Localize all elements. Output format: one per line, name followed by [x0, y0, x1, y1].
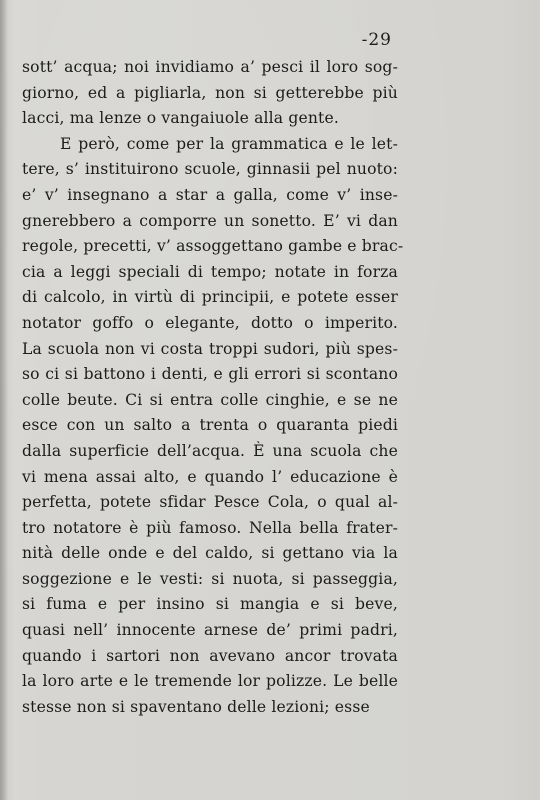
- page-number: -29: [361, 30, 392, 50]
- text-line: E però, come per la grammatica e le let-: [60, 134, 398, 153]
- text-line: notator goffo o elegante, dotto o imperito.: [22, 313, 398, 332]
- text-line: soggezione e le vesti: si nuota, si passeggia,: [22, 569, 398, 588]
- text-line: dalla superficie dell’acqua. È una scuola che: [22, 441, 398, 460]
- text-line: la loro arte e le tremende lor polizze. Le belle: [22, 672, 398, 691]
- text-line: so ci si battono i denti, e gli errori si scontano: [22, 365, 398, 384]
- text-line: stesse non si spaventano delle lezioni; esse: [22, 697, 370, 716]
- text-line: giorno, ed a pigliarla, non si getterebbe più: [22, 83, 398, 102]
- text-line: lacci, ma lenze o vangaiuole alla gente.: [22, 109, 339, 128]
- text-line: tere, s’ instituirono scuole, ginnasii pel nuoto:: [22, 160, 398, 179]
- text-line: gnerebbero a comporre un sonetto. E’ vi dan: [22, 211, 398, 230]
- text-line: tro notatore è più famoso. Nella bella frater-: [22, 518, 398, 537]
- text-line: La scuola non vi costa troppi sudori, più spes-: [22, 339, 398, 358]
- text-line: e’ v’ insegnano a star a galla, come v’ inse-: [22, 185, 398, 204]
- page-binding-shadow: [0, 0, 8, 800]
- text-line: quasi nell’ innocente arnese de’ primi padri,: [22, 621, 398, 640]
- text-line: nità delle onde e del caldo, si gettano via la: [22, 544, 398, 563]
- text-line: colle beute. Ci si entra colle cinghie, e se ne: [22, 390, 398, 409]
- text-line: di calcolo, in virtù di principii, e potete esser: [22, 288, 398, 307]
- text-line: cia a leggi speciali di tempo; notate in forza: [22, 262, 398, 281]
- text-line: si fuma e per insino si mangia e si beve,: [22, 595, 398, 614]
- text-line: vi mena assai alto, e quando l’ educazione è: [22, 467, 398, 486]
- text-line: sott’ acqua; noi invidiamo a’ pesci il loro sog-: [22, 58, 398, 76]
- text-line: regole, precetti, v’ assoggettano gambe e brac-: [22, 237, 404, 256]
- text-line: esce con un salto a trenta o quaranta piedi: [22, 416, 398, 435]
- body-text: [22, 55, 404, 720]
- text-line: quando i sartori non avevano ancor trovata: [22, 646, 398, 665]
- text-line: perfetta, potete sfidar Pesce Cola, o qual al-: [22, 493, 398, 512]
